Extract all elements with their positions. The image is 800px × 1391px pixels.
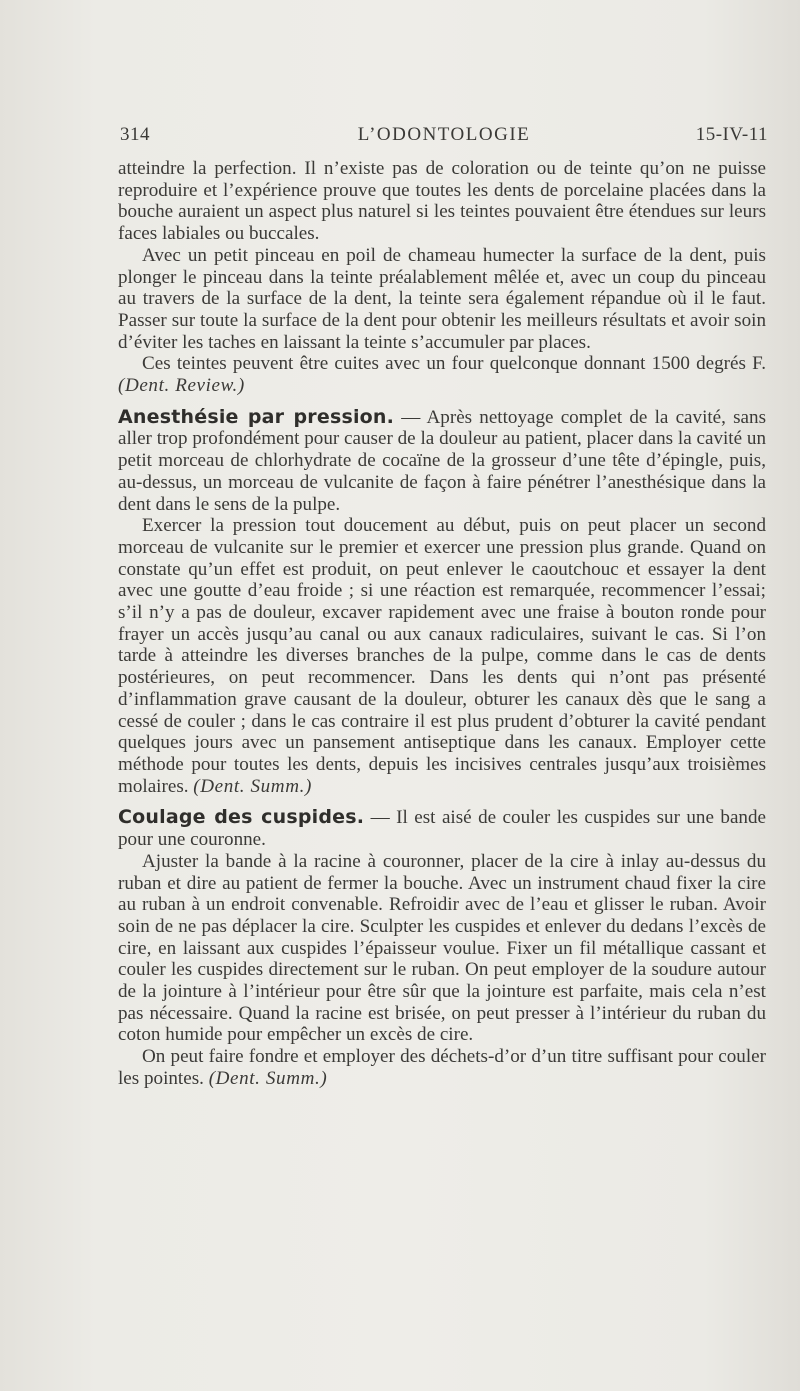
section-heading: Anesthésie par pression. [118,405,395,428]
page-number: 314 [120,124,150,145]
section-anesthesie [118,407,766,516]
paragraph-firing [118,353,766,396]
paragraph-continuation: atteindre la perfection. Il n’existe pas de coloration ou de teinte qu’on ne puisse reproduire et l’expérience prouve que toutes les dents de porcelaine placées dans la bouche auraient un aspect plus naturel si les teintes pouvaient être étendues sur leurs faces labiales ou buccales. [118,158,766,245]
source-citation: (Dent. Summ.) [193,775,312,797]
paragraph-casting-steps: Ajuster la bande à la racine à couronner, placer de la cire à inlay au-dessus du ruban et dire au patient de fermer la bouche. Avec un instrument chaud fixer la cire au ruban à un endroit convenable. Refroidir avec de l’eau et glisser le ruban. Avoir soin de ne pas déplacer la cire. Sculpter les cuspides et enlever du dedans l’excès de cire, en laissant aux cuspides l’épaisseur voulue. Fixer un fil métallique cassant et couler les cuspides directement sur le ruban. On peut employer de la soudure autour de la jointure à l’intérieur pour être sûr que la jointure est parfaite, mais cela n’est pas nécessaire. Quand la racine est brisée, on peut presser à l’intérieur du ruban du coton humide pour empêcher un excès de cire. [118,850,766,1046]
paragraph-text: On peut faire fondre et employer des déchets-d’or d’un titre suffisant pour couler les pointes. [118,1046,766,1089]
paragraph-brush-technique: Avec un petit pinceau en poil de chameau humecter la surface de la dent, puis plonger le pinceau dans la teinte préalablement mêlée et, avec un coup du pinceau au travers de la surface de la dent, la teinte sera également répandue où il le faut. Passer sur toute la surface de la dent pour obtenir les meilleurs résultats et avoir soin d’éviter les taches en laissant la teinte s’accumuler par places. [118,244,766,353]
source-citation: (Dent. Summ.) [208,1067,328,1089]
paragraph-text: — Il est aisé de couler les cuspides sur une bande pour une couronne. [118,807,766,851]
paragraph-gold-scraps [118,1046,766,1089]
section-coulage [118,807,766,850]
journal-title: L’ODONTOLOGIE [357,124,531,145]
section-heading: Coulage des cuspides. [118,806,365,829]
article-body [118,158,766,1090]
paragraph-text: — Après nettoyage complet de la cavité, sans aller trop profondément pour causer de la douleur au patient, placer dans la cavité un petit morceau de chlorhydrate de cocaïne de la grosseur d’une tête d’épingle, puis, au-dessus, un morceau de vulcanite de façon à faire pénétrer l’anesthésique dans la dent dans le sens de la pulpe. [118,406,766,515]
paragraph-text: Exercer la pression tout doucement au début, puis on peut placer un second morceau de vulcanite sur le premier et exercer une pression plus grande. Quand on constate qu’un effet est produit, on peut enlever le caoutchouc et essayer la dent avec une goutte d’eau froide ; si une réaction est remarquée, recommencer l’essai; s’il n’y a pas de douleur, excaver rapidement avec une fraise à bouton ronde pour frayer un accès jusqu’au canal ou aux canaux radiculaires, suivant le cas. Si l’on tarde à atteindre les diverses branches de la pulpe, comme dans le cas de dents postérieures, on peut recommencer. Dans les dents qui n’ont pas présenté d’inflammation grave causant de la douleur, obturer les canaux dès que le sang a cessé de couler ; dans le cas contraire il est plus prudent d’obturer la cavité pendant quelques jours avec un pansement antiseptique dans les canaux. Employer cette méthode pour toutes les dents, depuis les incisives centrales jusqu’aux troisièmes molaires. [118,515,766,797]
paragraph-pressure [118,515,766,797]
paragraph-text: Ces teintes peuvent être cuites avec un four quelconque donnant 1500 degrés F. [142,353,766,375]
issue-date: 15-IV-11 [695,124,768,145]
source-citation: (Dent. Review.) [118,375,245,397]
